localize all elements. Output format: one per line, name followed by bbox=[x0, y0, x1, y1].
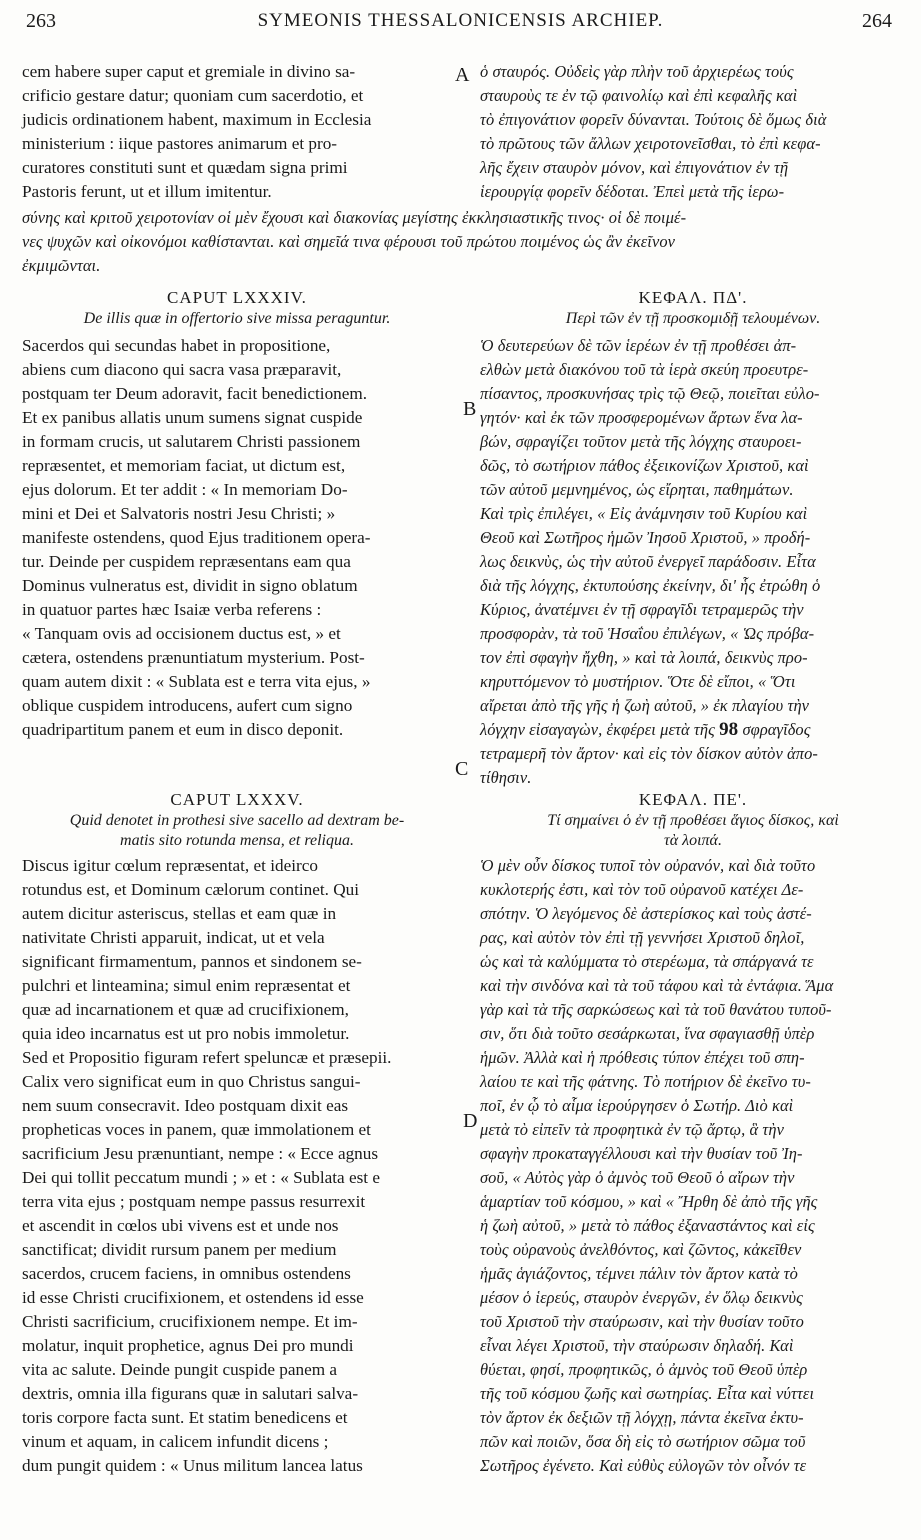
text-line: κηρυττόμενον τὸ μυστήριον. Ὅτε δὲ εἴποι, « Ὅτι bbox=[480, 672, 796, 691]
text-line: ἁμαρτίαν τοῦ κόσμου, » καὶ « Ἤρθη δὲ ἀπὸ τῆς γῆς bbox=[480, 1192, 818, 1211]
text-line: γητόν· καὶ ἐκ τῶν προσφερομένων ἄρτων ἕνα λα- bbox=[480, 408, 803, 427]
text-line: αἴρεται ἀπὸ τῆς γῆς ἡ ζωὴ αὐτοῦ, » ἐκ πλαγίου τὴν bbox=[480, 696, 810, 715]
text-line: ἡ ζωὴ αὐτοῦ, » μετὰ τὸ πάθος ἐξαναστάντος καὶ εἰς bbox=[480, 1216, 815, 1235]
folio-number: 98 bbox=[719, 719, 739, 740]
text-line: rotundus est, et Dominum cælorum continet. Qui bbox=[22, 880, 360, 899]
text-line: μετὰ τὸ εἰπεῖν τὰ προφητικὰ ἐν τῷ ἄρτῳ, ἃ τὴν bbox=[480, 1120, 784, 1139]
text-line: quadripartitum panem et eum in disco deponit. bbox=[22, 720, 344, 739]
text-line: λαίου τε καὶ τῆς φάτνης. Τὸ ποτήριον δὲ ἐκεῖνο τυ- bbox=[480, 1072, 811, 1091]
text-line: Ὁ δευτερεύων δὲ τῶν ἱερέων ἐν τῇ προθέσει ἀπ- bbox=[480, 336, 797, 355]
text-line: Καὶ τρὶς ἐπιλέγει, « Εἰς ἀνάμνησιν τοῦ Κυρίου καὶ bbox=[480, 504, 808, 523]
chapter-85-latin-heading: CAPUT LXXXV. bbox=[170, 790, 304, 809]
text-line: molatur, inquit prophetice, agnus Dei pro mundi bbox=[22, 1336, 354, 1355]
text-line: sacerdos, crucem faciens, in omnibus ostendens bbox=[22, 1264, 351, 1283]
text-line: cætera, ostendens prænuntiatum mysterium. Post- bbox=[22, 648, 365, 667]
text-line: τῆς τοῦ κόσμου ζωῆς καὶ σωτηρίας. Εἶτα καὶ νύττει bbox=[480, 1384, 815, 1403]
page-number-left: 263 bbox=[26, 10, 56, 32]
text-line: toris corpore facta sunt. Et statim benedicens et bbox=[22, 1408, 348, 1427]
text-line: « Tanquam ovis ad occisionem ductus est, » et bbox=[22, 624, 341, 643]
chapter-84-latin-heading: CAPUT LXXXIV. bbox=[167, 288, 307, 307]
text-line: sacrificium Jesu prænuntiant, nempe : « Ecce agnus bbox=[22, 1144, 379, 1163]
text-line: in quatuor partes hæc Isaiæ verba referens : bbox=[22, 600, 322, 619]
text-line: σταυροὺς τε ἐν τῷ φαινολίῳ καὶ ἐπὶ κεφαλῆς καὶ bbox=[480, 86, 798, 105]
text-line: πίσαντος, προσκυνήσας τρὶς τῷ Θεῷ, ποιεῖται εὐλο- bbox=[480, 384, 820, 403]
text-line: quia ideo incarnatus est ut pro nobis immoletur. bbox=[22, 1024, 350, 1043]
text-line: significant firmamentum, pannos et sindonem se- bbox=[22, 952, 362, 971]
margin-letter-a: A bbox=[455, 64, 470, 86]
text-line: curatores constituti sunt et quædam signa primi bbox=[22, 158, 348, 177]
chapter-85-greek-subtitle: τὰ λοιπά. bbox=[664, 832, 722, 849]
text-line: σοῦ, « Αὐτὸς γὰρ ὁ ἀμνὸς τοῦ Θεοῦ ὁ αἴρων τὴν bbox=[480, 1168, 795, 1187]
text-line: δῶς, τὸ σωτήριον πάθος ἐξεικονίζων Χριστοῦ, καὶ bbox=[480, 456, 809, 475]
text-line: Dominus vulneratus est, dividit in signo oblatum bbox=[22, 576, 358, 595]
text-line: quam autem dixit : « Sublata est e terra vita ejus, » bbox=[22, 672, 371, 691]
text-line: dum pungit quidem : « Unus militum lancea latus bbox=[22, 1456, 363, 1475]
chapter-85-greek-subtitle: Τί σημαίνει ὁ ἐν τῇ προθέσει ἅγιος δίσκος, καὶ bbox=[547, 812, 839, 829]
text-line: ελθὼν μετὰ διακόνου τοῦ τὰ ἱερὰ σκεύη προευτρε- bbox=[480, 360, 809, 379]
text-line: vinum et aquam, in calicem infundit dicens ; bbox=[22, 1432, 329, 1451]
text-line: pulchri et linteamina; simul enim repræsentat et bbox=[22, 976, 351, 995]
text-line: ὡς καὶ τὰ καλύμματα τὸ στερέωμα, τὰ σπάργανά τε bbox=[480, 952, 814, 971]
text-line: ποῖ, ἐν ᾧ τὸ αἷμα ἱερούργησεν ὁ Σωτήρ. Διὸ καὶ bbox=[480, 1096, 794, 1115]
text-line: mini et Dei et Salvatoris nostri Jesu Christi; » bbox=[22, 504, 336, 523]
text-line: terra vita ejus ; postquam nempe passus resurrexit bbox=[22, 1192, 366, 1211]
text-line: λως δεικνὺς, ὡς τὴν αὐτοῦ ἐνεργεῖ παράδοσιν. Εἶτα bbox=[480, 552, 816, 571]
text-line: ministerium : iique pastores animarum et pro- bbox=[22, 134, 338, 153]
text-line: postquam ter Deum adoravit, facit benedictionem. bbox=[22, 384, 368, 403]
text-line: Christi sacrificium, crucifixionem nempe. Et im- bbox=[22, 1312, 358, 1331]
text-line: vita ac salute. Deinde pungit cuspide panem a bbox=[22, 1360, 337, 1379]
text-line: tur. Deinde per cuspidem repræsentans eam qua bbox=[22, 552, 351, 571]
text-line: Dei qui tollit peccatum mundi ; » et : « Sublata est e bbox=[22, 1168, 381, 1187]
text-line: nem suum consecravit. Ideo postquam dixit eas bbox=[22, 1096, 349, 1115]
chapter-84-latin-subtitle: De illis quæ in offertorio sive missa peraguntur. bbox=[83, 310, 391, 327]
text-line: νες ψυχῶν καὶ οἰκονόμοι καθίστανται. καὶ σημεῖά τινα φέρουσι τοῦ πρώτου ποιμένος ὡς ἂν ἐκεῖνον bbox=[22, 232, 675, 251]
text-line: autem dicitur asteriscus, stellas et eam quæ in bbox=[22, 904, 337, 923]
text-line: Θεοῦ καὶ Σωτῆρος ἡμῶν Ἰησοῦ Χριστοῦ, » προδή- bbox=[480, 528, 811, 547]
text-line: σπότην. Ὁ λεγόμενος δὲ ἀστερίσκος καὶ τοὺς ἀστέ- bbox=[480, 904, 812, 923]
text-line: in formam crucis, ut salutarem Christi passionem bbox=[22, 432, 361, 451]
text-line: ρας, καὶ αὐτὸν τὸν ἐπὶ τῇ γεννήσει Χριστοῦ δηλοῖ, bbox=[480, 928, 805, 947]
text-line: propheticas voces in panem, quæ immolationem et bbox=[22, 1120, 371, 1139]
text-line: γὰρ καὶ τὰ τῆς σαρκώσεως καὶ τὰ τοῦ θανάτου τυποῦ- bbox=[480, 1000, 832, 1019]
text-line: κυκλοτερής ἐστι, καὶ τὸν τοῦ οὐρανοῦ κατέχει Δε- bbox=[480, 880, 804, 899]
text-line: ejus dolorum. Et ter addit : « In memoriam Do- bbox=[22, 480, 348, 499]
text-line: dextris, omnia illa figurans quæ in salutari salva- bbox=[22, 1384, 359, 1403]
text-line: nativitate Christi apparuit, indicat, ut et vela bbox=[22, 928, 325, 947]
text-line: manifeste ostendens, quod Ejus traditionem opera- bbox=[22, 528, 371, 547]
text-line: βών, σφραγίζει τοῦτον μετὰ τῆς λόγχης σταυροει- bbox=[480, 432, 802, 451]
text-line: θύεται, φησί, προφητικῶς, ὁ ἀμνὸς τοῦ Θεοῦ ὑπὲρ bbox=[480, 1360, 808, 1379]
text-line: ἐκμιμῶνται. bbox=[22, 256, 101, 275]
text-line: τὸ ἐπιγονάτιον φορεῖν δύνανται. Τούτοις δὲ ὅμως διὰ bbox=[480, 110, 827, 129]
text-line: crificio gestare datur; quoniam cum sacerdotio, et bbox=[22, 86, 364, 105]
text-line: id esse Christi crucifixionem, et ostendens id esse bbox=[22, 1288, 364, 1307]
text-line: καὶ τὴν σινδόνα καὶ τὰ τοῦ τάφου καὶ τὰ ἐντάφια. Ἅμα bbox=[480, 976, 834, 995]
text-line: τῶν αὐτοῦ μεμνημένος, ὡς εἴρηται, παθημάτων. bbox=[480, 480, 794, 499]
text-line: προσφορὰν, τὰ τοῦ Ἡσαΐου ἐπιλέγων, « Ὡς πρόβα- bbox=[480, 624, 815, 643]
text-line: ἡμᾶς ἁγιάζοντος, τέμνει πάλιν τὸν ἄρτον κατὰ τὸ bbox=[480, 1264, 798, 1283]
text-line: σιν, ὅτι διὰ τοῦτο σεσάρκωται, ἵνα σφαγιασθῇ ὑπὲρ bbox=[480, 1024, 815, 1043]
text-line: τοῦ Χριστοῦ τὴν σταύρωσιν, καὶ τὴν θυσίαν τοῦτο bbox=[480, 1312, 804, 1331]
text-line: cem habere super caput et gremiale in divino sa- bbox=[22, 62, 356, 81]
text-line: τίθησιν. bbox=[480, 768, 532, 787]
margin-letter-b: B bbox=[463, 398, 477, 420]
chapter-84-greek-heading: ΚΕΦΑΛ. ΠΔ'. bbox=[638, 288, 748, 307]
text-line: Κύριος, ἀνατέμνει ἐν τῇ σφραγῖδι τετραμερῶς τὴν bbox=[480, 600, 804, 619]
text-segment: λόγχην εἰσαγαγὼν, ἐκφέρει μετὰ τῆς bbox=[480, 720, 715, 739]
text-line: sanctificat; dividit rursum panem per medium bbox=[22, 1240, 337, 1259]
page-number-right: 264 bbox=[862, 10, 892, 32]
text-line: ἱερουργίᾳ φορεῖν δέδοται. Ἐπεὶ μετὰ τῆς ἱερω- bbox=[480, 182, 785, 201]
text-line: Et ex panibus allatis unum sumens signat cuspide bbox=[22, 408, 363, 427]
text-line: τετραμερῆ τὸν ἄρτον· καὶ εἰς τὸν δίσκον αὐτὸν ἀπο- bbox=[480, 744, 818, 763]
text-line: Sacerdos qui secundas habet in propositione, bbox=[22, 336, 331, 355]
text-line: oblique cuspidem introducens, aufert cum signo bbox=[22, 696, 353, 715]
text-line: ἡμῶν. Ἀλλὰ καὶ ἡ πρόθεσις τύπον ἐπέχει τοῦ σπη- bbox=[480, 1048, 805, 1067]
text-line: πῶν καὶ ποιῶν, ὅσα δὴ εἰς τὸ σωτήριον σῶμα τοῦ bbox=[480, 1432, 806, 1451]
text-line: λῆς ἔχειν σταυρὸν μόνον, καὶ ἐπιγονάτιον ἐν τῇ bbox=[480, 158, 789, 177]
text-segment: σφραγῖδος bbox=[742, 720, 811, 739]
text-line: Σωτῆρος ἐγένετο. Καὶ εὐθὺς εὐλογῶν τὸν οἶνόν τε bbox=[480, 1456, 807, 1475]
text-line: repræsentet, et memoriam faciat, ut dictum est, bbox=[22, 456, 346, 475]
chapter-84-greek-subtitle: Περὶ τῶν ἐν τῇ προσκομιδῇ τελουμένων. bbox=[565, 310, 821, 327]
text-line: εἶναι λέγει Χριστοῦ, τὴν σταύρωσιν δηλαδή. Καὶ bbox=[480, 1336, 794, 1355]
text-line: μέσον ὁ ἱερεύς, σταυρὸν ἐνεργῶν, ἐν ὅλῳ δεικνὺς bbox=[480, 1288, 803, 1307]
text-line: τοὺς οὐρανοὺς ἀνελθόντος, καὶ ζῶντος, κἀκεῖθεν bbox=[480, 1240, 802, 1259]
text-line: Sed et Propositio figuram refert speluncæ et præsepii. bbox=[22, 1048, 392, 1067]
text-line: ὁ σταυρός. Οὐδεὶς γὰρ πλὴν τοῦ ἀρχιερέως τούς bbox=[480, 62, 794, 81]
text-line: τον ἐπὶ σφαγὴν ἤχθη, » καὶ τὰ λοιπά, δεικνὺς προ- bbox=[480, 648, 808, 667]
text-line: Discus igitur cœlum repræsentat, et ideirco bbox=[22, 856, 318, 875]
text-line: abiens cum diacono qui sacra vasa præparavit, bbox=[22, 360, 342, 379]
margin-letter-c: C bbox=[455, 758, 469, 780]
text-line: διὰ τῆς λόγχης, ἐκτυπούσης ἐκείνην, δι' ἧς ἐτρώθη ὁ bbox=[480, 576, 821, 595]
text-line bbox=[480, 720, 810, 742]
text-line: et ascendit in cœlos ubi vivens est et unde nos bbox=[22, 1216, 339, 1235]
text-line: σύνης καὶ κριτοῦ χειροτονίαν οἱ μὲν ἔχουσι καὶ διακονίας μεγίστης ἐκκλησιαστικῆς τινος· οἱ δὲ ποιμέ- bbox=[22, 208, 687, 227]
text-line: quæ ad incarnationem et quæ ad crucifixionem, bbox=[22, 1000, 349, 1019]
chapter-85-greek-heading: ΚΕΦΑΛ. ΠΕ'. bbox=[638, 790, 748, 809]
text-line: Pastoris ferunt, ut et illum imitentur. bbox=[22, 182, 272, 201]
text-line: Ὁ μὲν οὖν δίσκος τυποῖ τὸν οὐρανόν, καὶ διὰ τοῦτο bbox=[480, 856, 816, 875]
chapter-85-latin-subtitle: matis sito rotunda mensa, et reliqua. bbox=[120, 832, 354, 849]
margin-letter-d: D bbox=[463, 1110, 478, 1132]
text-line: τὸ πρῶτους τῶν ἄλλων χειροτονεῖσθαι, τὸ ἐπὶ κεφα- bbox=[480, 134, 821, 153]
chapter-85-latin-subtitle: Quid denotet in prothesi sive sacello ad dextram be- bbox=[69, 812, 405, 829]
text-line: Calix vero significat eum in quo Christus sangui- bbox=[22, 1072, 361, 1091]
running-title: SYMEONIS THESSALONICENSIS ARCHIEP. bbox=[257, 10, 664, 31]
text-line: σφαγὴν προκαταγγέλλουσι καὶ τὴν θυσίαν τοῦ Ἰη- bbox=[480, 1144, 803, 1163]
text-line: τὸν ἄρτον ἐκ δεξιῶν τῇ λόγχῃ, πάντα ἐκεῖνα ἐκτυ- bbox=[480, 1408, 804, 1427]
text-line: judicis ordinationem habent, maximum in Ecclesia bbox=[22, 110, 372, 129]
